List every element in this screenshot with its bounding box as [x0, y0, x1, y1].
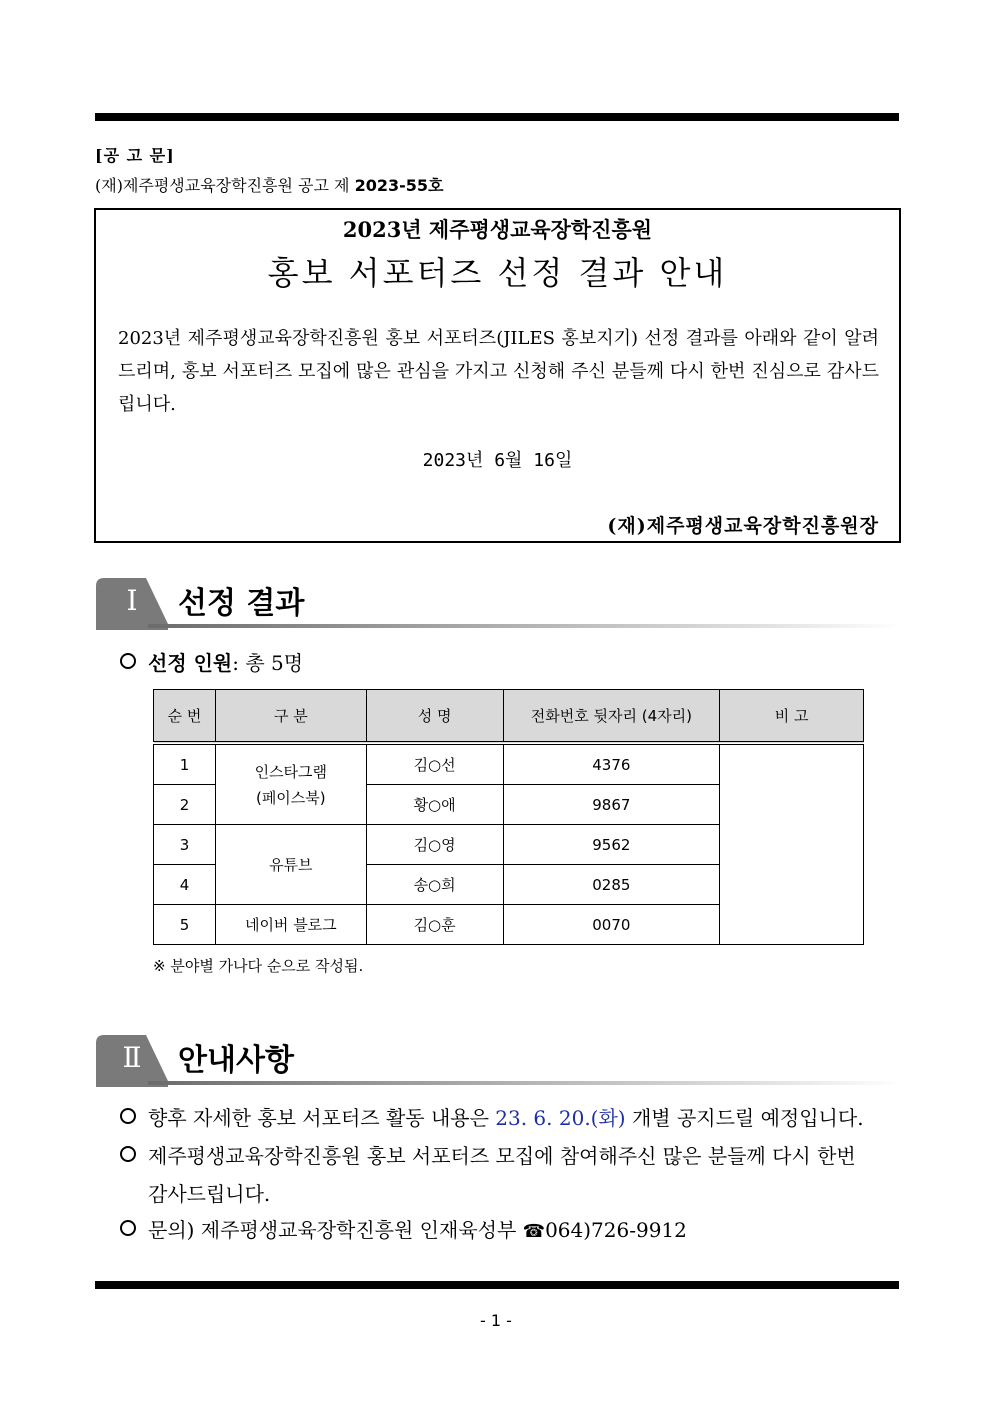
cell-name: 김○선	[366, 743, 503, 785]
notice-number-line	[95, 173, 444, 196]
cell-no: 4	[154, 865, 216, 905]
announcement-signature: (재)제주평생교육장학진흥원장	[607, 515, 879, 537]
cell-phone: 9867	[503, 785, 720, 825]
info-item-contact	[120, 1211, 900, 1251]
bottom-rule	[95, 1281, 899, 1289]
info-item-2-line1: 제주평생교육장학진흥원 홍보 서포터즈 모집에 참여해주신 많은 분들께 다시 한번	[148, 1144, 856, 1168]
section-1-numeral: Ⅰ	[126, 584, 138, 617]
cell-phone: 9562	[503, 825, 720, 865]
section-1-underline	[148, 624, 902, 628]
info-item-1-tail: 개별 공지드릴 예정입니다.	[625, 1106, 864, 1130]
notice-number: 2023-55호	[354, 176, 444, 195]
announcement-title: 홍보 서포터즈 선정 결과 안내	[267, 254, 728, 292]
header-no: 순 번	[154, 690, 216, 744]
table-footnote: ※ 분야별 가나다 순으로 작성됨.	[153, 957, 364, 975]
cell-no: 1	[154, 743, 216, 785]
announcement-box	[94, 208, 901, 543]
cell-category: 인스타그램 (페이스북)	[215, 743, 366, 825]
announcement-body: 2023년 제주평생교육장학진흥원 홍보 서포터즈(JILES 홍보지기) 선정 결과를 아래와 같이 알려드리며, 홍보 서포터즈 모집에 많은 관심을 가지고 신청해 주신 분들께 다시 한번 진심으로 감사드립니다.	[118, 328, 879, 415]
cell-name: 김○훈	[366, 905, 503, 945]
cell-name: 김○영	[366, 825, 503, 865]
contact-phone-number: 064)726-9912	[545, 1218, 687, 1242]
cell-no: 5	[154, 905, 216, 945]
circle-bullet-icon	[120, 1220, 136, 1236]
section-1-title: 선정 결과	[178, 586, 305, 621]
announcement-date: 2023년 6월 16일	[422, 450, 573, 471]
section-2-numeral: Ⅱ	[122, 1041, 142, 1074]
circle-bullet-icon	[120, 1108, 136, 1124]
selection-count	[120, 647, 303, 676]
cell-no: 2	[154, 785, 216, 825]
header-phone: 전화번호 뒷자리 (4자리)	[503, 690, 720, 744]
cell-category: 네이버 블로그	[215, 905, 366, 945]
notice-label: [공 고 문]	[95, 146, 175, 165]
header-category: 구 분	[215, 690, 366, 744]
cell-category: 유튜브	[215, 825, 366, 905]
results-table	[153, 689, 864, 945]
info-item-1-text: 향후 자세한 홍보 서포터즈 활동 내용은	[148, 1106, 496, 1130]
section-2-title: 안내사항	[178, 1043, 294, 1078]
circle-bullet-icon	[120, 1146, 136, 1162]
telephone-icon: ☎	[522, 1221, 546, 1242]
cell-remarks	[720, 743, 864, 945]
cell-phone: 0285	[503, 865, 720, 905]
info-item-1-date: 23. 6. 20.(화)	[495, 1106, 626, 1130]
section-1-header	[96, 578, 902, 630]
info-item-schedule	[120, 1099, 900, 1137]
circle-bullet-icon	[120, 653, 136, 669]
section-2-header	[96, 1035, 902, 1087]
cell-phone: 4376	[503, 743, 720, 785]
cell-phone: 0070	[503, 905, 720, 945]
cell-name: 황○애	[366, 785, 503, 825]
header-name: 성 명	[366, 690, 503, 744]
selection-count-value: : 총 5명	[232, 651, 304, 675]
table-row	[154, 743, 864, 785]
selection-count-label: 선정 인원	[148, 651, 233, 675]
cell-no: 3	[154, 825, 216, 865]
top-rule	[95, 113, 899, 121]
announcement-subtitle: 2023년 제주평생교육장학진흥원	[342, 217, 653, 242]
info-item-thanks	[120, 1137, 900, 1213]
page-number: - 1 -	[480, 1311, 512, 1330]
info-item-3-text: 문의) 제주평생교육장학진흥원 인재육성부	[148, 1218, 523, 1242]
notice-prefix: (재)제주평생교육장학진흥원 공고 제	[95, 176, 350, 195]
cell-name: 송○희	[366, 865, 503, 905]
info-item-2-line2: 감사드립니다.	[148, 1182, 271, 1206]
header-remarks: 비 고	[720, 690, 864, 744]
table-header-row	[154, 690, 864, 744]
section-2-underline	[148, 1081, 902, 1085]
